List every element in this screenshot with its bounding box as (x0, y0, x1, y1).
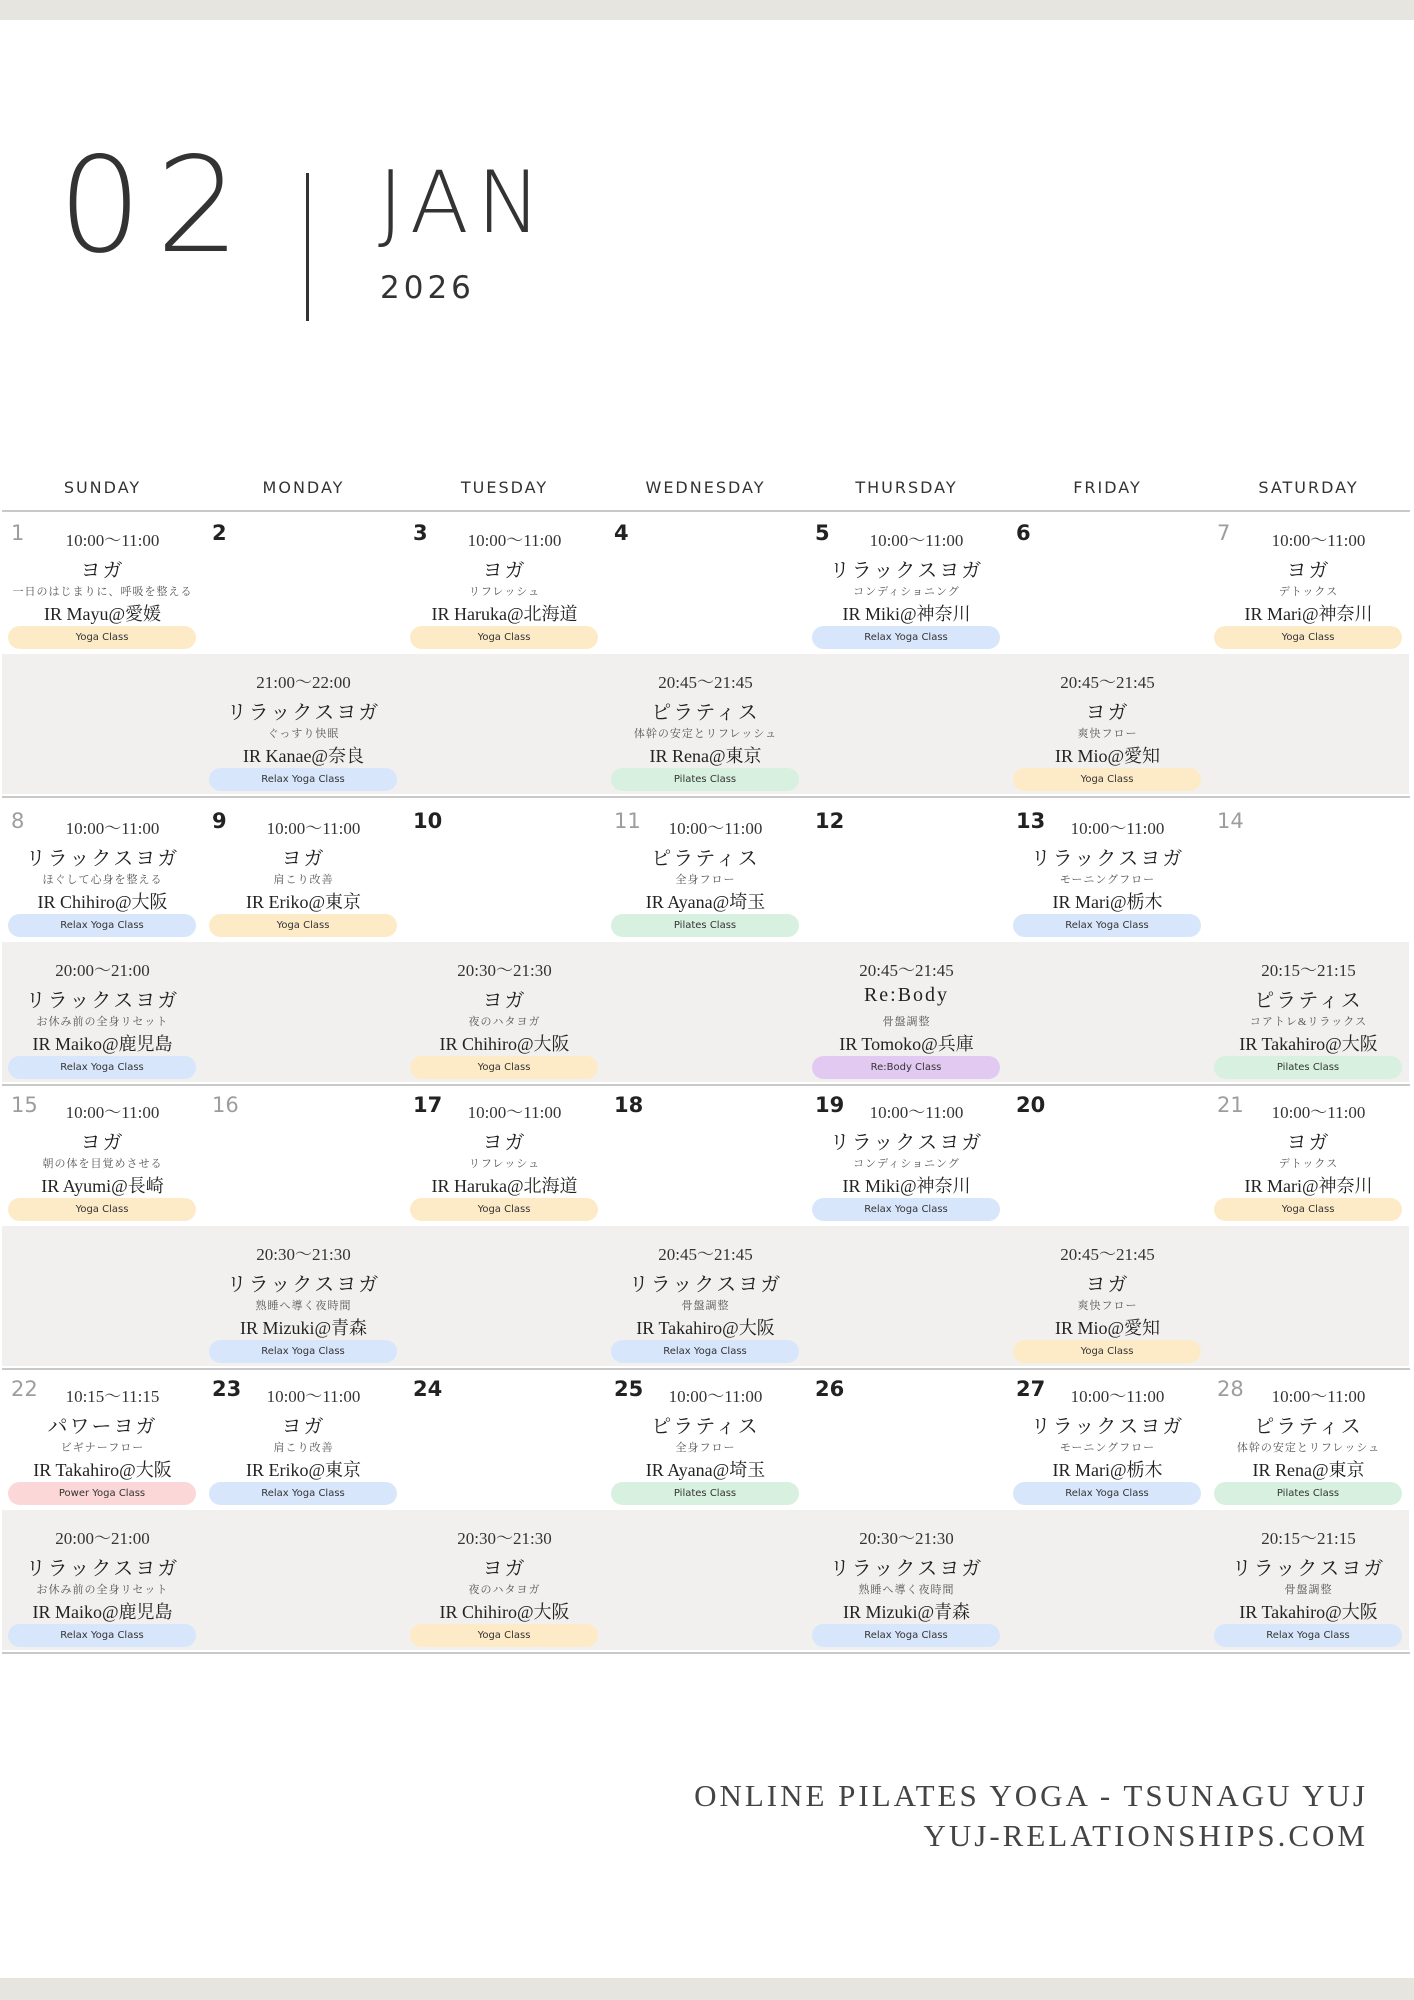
evening-cell (1007, 942, 1208, 1082)
evening-cell (1007, 1510, 1208, 1650)
instructor-name: IR Mizuki@青森 (842, 1602, 971, 1622)
class-name: ヨガ (482, 1558, 527, 1580)
day-number: 22 (11, 1377, 38, 1401)
day-cell (404, 800, 605, 940)
instructor-name: IR Rena@東京 (649, 746, 762, 766)
class-type-tag: Yoga Class (1013, 768, 1201, 791)
class-type-tag: Yoga Class (8, 1198, 196, 1221)
class-subtitle: ほぐして心身を整える (42, 874, 163, 886)
class-type-tag: Relax Yoga Class (8, 914, 196, 937)
class-time: 20:45〜21:45 (1060, 673, 1155, 692)
evening-cell (404, 654, 605, 794)
day-number: 24 (413, 1377, 443, 1401)
class-subtitle: 肩こり改善 (273, 874, 334, 886)
class-name: リラックスヨガ (1030, 1416, 1185, 1438)
day-cell (1007, 800, 1208, 940)
class-type-tag: Relax Yoga Class (812, 1198, 1000, 1221)
day-number: 25 (614, 1377, 644, 1401)
class-name: ヨガ (482, 560, 527, 582)
day-number: 13 (1016, 809, 1046, 833)
class-subtitle: デトックス (1278, 586, 1339, 598)
evening-cell (806, 654, 1007, 794)
weekday-6: SATURDAY (1258, 478, 1359, 497)
evening-cell (605, 1226, 806, 1366)
class-type-tag: Relax Yoga Class (1214, 1624, 1402, 1647)
class-type-tag: Relax Yoga Class (8, 1056, 196, 1079)
day-number: 2 (212, 521, 227, 545)
class-event[interactable] (806, 1510, 1007, 1650)
instructor-name: IR Takahiro@大阪 (636, 1318, 775, 1338)
evening-cell (806, 1510, 1007, 1650)
instructor-name: IR Mayu@愛媛 (43, 604, 162, 624)
class-type-tag: Yoga Class (410, 1198, 598, 1221)
instructor-name: IR Kanae@奈良 (242, 746, 365, 766)
class-event[interactable] (1007, 654, 1208, 794)
class-event[interactable] (2, 800, 203, 940)
class-subtitle: 夜のハタヨガ (468, 1016, 541, 1028)
day-number: 20 (1016, 1093, 1046, 1117)
evening-cell (203, 654, 404, 794)
class-time: 10:00〜11:00 (869, 1103, 964, 1122)
class-name: ヨガ (1085, 702, 1130, 724)
class-event[interactable] (203, 800, 404, 940)
evening-cell (806, 1226, 1007, 1366)
class-name: ヨガ (80, 1132, 125, 1154)
day-number: 19 (815, 1093, 845, 1117)
class-name: ピラティス (651, 702, 760, 724)
day-number: 5 (815, 521, 830, 545)
class-subtitle: 骨盤調整 (882, 1016, 931, 1028)
header-divider (306, 173, 309, 321)
class-time: 10:00〜11:00 (1271, 531, 1366, 550)
class-event[interactable] (2, 1084, 203, 1224)
day-cell (605, 1368, 806, 1508)
instructor-name: IR Mari@栃木 (1052, 892, 1163, 912)
instructor-name: IR Takahiro@大阪 (1239, 1034, 1378, 1054)
class-name: リラックスヨガ (226, 702, 381, 724)
weekday-4: THURSDAY (855, 478, 958, 497)
class-time: 20:45〜21:45 (658, 673, 753, 692)
day-number: 9 (212, 809, 227, 833)
month-name: JAN (378, 153, 550, 253)
instructor-name: IR Ayana@埼玉 (645, 1460, 766, 1480)
class-name: ヨガ (281, 848, 326, 870)
class-time: 10:00〜11:00 (1271, 1103, 1366, 1122)
class-name: パワーヨガ (47, 1416, 158, 1438)
class-event[interactable] (2, 942, 203, 1082)
class-event[interactable] (1208, 1368, 1409, 1508)
class-name: リラックスヨガ (1030, 848, 1185, 870)
day-cell (203, 1084, 404, 1224)
class-type-tag: Pilates Class (611, 914, 799, 937)
weekday-1: MONDAY (262, 478, 345, 497)
day-cell (806, 800, 1007, 940)
weekday-3: WEDNESDAY (645, 478, 766, 497)
evening-cell (605, 1510, 806, 1650)
day-number: 21 (1217, 1093, 1244, 1117)
instructor-name: IR Miki@神奈川 (842, 1176, 971, 1196)
class-subtitle: モーニングフロー (1059, 1442, 1156, 1454)
class-subtitle: ビギナーフロー (60, 1442, 145, 1454)
class-name: リラックスヨガ (25, 1558, 180, 1580)
day-cell (203, 800, 404, 940)
class-time: 10:15〜11:15 (65, 1387, 160, 1406)
day-number: 3 (413, 521, 428, 545)
class-type-tag: Pilates Class (611, 1482, 799, 1505)
weekday-0: SUNDAY (63, 478, 142, 497)
class-type-tag: Yoga Class (1214, 1198, 1402, 1221)
class-time: 10:00〜11:00 (65, 531, 160, 550)
day-number: 12 (815, 809, 845, 833)
month-number: 02 (58, 129, 254, 283)
evening-cell (1208, 942, 1409, 1082)
class-event[interactable] (404, 1510, 605, 1650)
instructor-name: IR Eriko@東京 (245, 892, 362, 912)
class-subtitle: 骨盤調整 (681, 1300, 730, 1312)
day-cell (203, 1368, 404, 1508)
class-name: リラックスヨガ (829, 560, 984, 582)
class-type-tag: Power Yoga Class (8, 1482, 196, 1505)
class-time: 20:30〜21:30 (256, 1245, 351, 1264)
instructor-name: IR Mizuki@青森 (239, 1318, 368, 1338)
class-name: ピラティス (1254, 990, 1363, 1012)
class-subtitle: 体幹の安定とリフレッシュ (1236, 1442, 1381, 1454)
class-event[interactable] (1007, 1226, 1208, 1366)
class-subtitle: ぐっすり快眠 (267, 728, 340, 740)
day-number: 1 (11, 521, 25, 545)
class-time: 20:15〜21:15 (1261, 961, 1356, 980)
class-name: ヨガ (1085, 1274, 1130, 1296)
class-name: リラックスヨガ (25, 990, 180, 1012)
class-subtitle: 全身フロー (675, 1442, 736, 1454)
day-number: 18 (614, 1093, 644, 1117)
day-number: 26 (815, 1377, 845, 1401)
class-time: 10:00〜11:00 (467, 531, 562, 550)
evening-cell (605, 942, 806, 1082)
class-time: 21:00〜22:00 (256, 673, 351, 692)
evening-cell (1208, 1510, 1409, 1650)
class-type-tag: Pilates Class (611, 768, 799, 791)
day-number: 14 (1217, 809, 1244, 833)
class-type-tag: Relax Yoga Class (8, 1624, 196, 1647)
class-type-tag: Yoga Class (410, 1056, 598, 1079)
instructor-name: IR Ayumi@長崎 (41, 1176, 164, 1196)
class-type-tag: Relax Yoga Class (1013, 1482, 1201, 1505)
evening-cell (203, 1510, 404, 1650)
class-subtitle: 全身フロー (675, 874, 736, 886)
class-event[interactable] (2, 1368, 203, 1508)
instructor-name: IR Mari@栃木 (1052, 1460, 1163, 1480)
instructor-name: IR Maiko@鹿児島 (32, 1602, 173, 1622)
class-type-tag: Relax Yoga Class (812, 626, 1000, 649)
evening-cell (404, 1226, 605, 1366)
instructor-name: IR Takahiro@大阪 (33, 1460, 172, 1480)
evening-cell (404, 942, 605, 1082)
day-number: 16 (212, 1093, 239, 1117)
class-event[interactable] (203, 1226, 404, 1366)
class-time: 20:45〜21:45 (1060, 1245, 1155, 1264)
day-cell (1208, 1368, 1409, 1508)
class-type-tag: Yoga Class (410, 1624, 598, 1647)
class-subtitle: コンディショニング (853, 586, 960, 598)
grid-line (2, 796, 1410, 798)
instructor-name: IR Haruka@北海道 (431, 1176, 578, 1196)
day-number: 15 (11, 1093, 38, 1117)
evening-cell (605, 654, 806, 794)
class-event[interactable] (605, 1368, 806, 1508)
class-time: 10:00〜11:00 (467, 1103, 562, 1122)
class-subtitle: 体幹の安定とリフレッシュ (633, 728, 778, 740)
class-event[interactable] (203, 654, 404, 794)
class-type-tag: Yoga Class (8, 626, 196, 649)
day-number: 17 (413, 1093, 443, 1117)
class-subtitle: コンディショニング (853, 1158, 960, 1170)
day-number: 28 (1217, 1377, 1244, 1401)
class-name: ピラティス (651, 1416, 760, 1438)
day-cell (2, 1368, 203, 1508)
class-name: ピラティス (651, 848, 760, 870)
class-type-tag: Yoga Class (410, 626, 598, 649)
day-cell (806, 512, 1007, 652)
class-type-tag: Relax Yoga Class (209, 1482, 397, 1505)
class-name: ピラティス (1254, 1416, 1363, 1438)
class-event[interactable] (605, 800, 806, 940)
class-event[interactable] (806, 942, 1007, 1082)
class-event[interactable] (404, 1084, 605, 1224)
day-number: 11 (614, 809, 641, 833)
evening-cell (2, 942, 203, 1082)
class-name: リラックスヨガ (829, 1132, 984, 1154)
class-time: 10:00〜11:00 (668, 819, 763, 838)
class-event[interactable] (605, 654, 806, 794)
day-cell (605, 800, 806, 940)
class-time: 20:30〜21:30 (859, 1529, 954, 1548)
evening-cell (2, 1226, 203, 1366)
footer-brand: ONLINE PILATES YOGA - TSUNAGU YUJ (694, 1778, 1368, 1813)
day-number: 6 (1016, 521, 1031, 545)
class-type-tag: Relax Yoga Class (812, 1624, 1000, 1647)
class-event[interactable] (2, 512, 203, 652)
day-cell (404, 1368, 605, 1508)
class-subtitle: 爽快フロー (1077, 1300, 1138, 1312)
class-name: リラックスヨガ (226, 1274, 381, 1296)
day-number: 23 (212, 1377, 242, 1401)
instructor-name: IR Mio@愛知 (1054, 1318, 1161, 1338)
instructor-name: IR Mari@神奈川 (1244, 1176, 1373, 1196)
top-band (0, 0, 1414, 20)
class-subtitle: デトックス (1278, 1158, 1339, 1170)
class-subtitle: モーニングフロー (1059, 874, 1156, 886)
evening-cell (2, 654, 203, 794)
class-subtitle: 熟睡へ導く夜時間 (255, 1300, 352, 1312)
class-time: 10:00〜11:00 (65, 1103, 160, 1122)
instructor-name: IR Ayana@埼玉 (645, 892, 766, 912)
class-event[interactable] (806, 1084, 1007, 1224)
class-subtitle: 骨盤調整 (1284, 1584, 1333, 1596)
instructor-name: IR Mio@愛知 (1054, 746, 1161, 766)
instructor-name: IR Miki@神奈川 (842, 604, 971, 624)
evening-cell (1007, 1226, 1208, 1366)
day-cell (203, 512, 404, 652)
class-name: ヨガ (281, 1416, 326, 1438)
day-number: 4 (614, 521, 629, 545)
class-event[interactable] (1208, 1510, 1409, 1650)
class-event[interactable] (404, 512, 605, 652)
year: 2026 (380, 270, 475, 306)
day-cell (806, 1084, 1007, 1224)
class-name: リラックスヨガ (1231, 1558, 1386, 1580)
class-type-tag: Yoga Class (1013, 1340, 1201, 1363)
class-type-tag: Pilates Class (1214, 1482, 1402, 1505)
class-event[interactable] (1208, 942, 1409, 1082)
instructor-name: IR Chihiro@大阪 (37, 892, 168, 912)
instructor-name: IR Eriko@東京 (245, 1460, 362, 1480)
day-cell (404, 512, 605, 652)
class-time: 20:15〜21:15 (1261, 1529, 1356, 1548)
weekday-5: FRIDAY (1073, 478, 1142, 497)
class-event[interactable] (605, 1226, 806, 1366)
instructor-name: IR Mari@神奈川 (1244, 604, 1373, 624)
class-subtitle: 朝の体を目覚めさせる (42, 1158, 163, 1170)
class-time: 10:00〜11:00 (266, 1387, 361, 1406)
evening-cell (1208, 654, 1409, 794)
class-subtitle: 夜のハタヨガ (468, 1584, 541, 1596)
class-time: 10:00〜11:00 (1070, 1387, 1165, 1406)
class-event[interactable] (1208, 1084, 1409, 1224)
evening-cell (806, 942, 1007, 1082)
class-type-tag: Re:Body Class (812, 1056, 1000, 1079)
day-number: 7 (1217, 521, 1231, 545)
class-event[interactable] (1007, 800, 1208, 940)
day-cell (1208, 800, 1409, 940)
evening-cell (203, 942, 404, 1082)
class-time: 10:00〜11:00 (869, 531, 964, 550)
class-time: 20:45〜21:45 (658, 1245, 753, 1264)
footer-website[interactable]: YUJ-RELATIONSHIPS.COM (923, 1818, 1368, 1853)
class-time: 20:00〜21:00 (55, 961, 150, 980)
class-event[interactable] (1007, 1368, 1208, 1508)
day-number: 10 (413, 809, 443, 833)
day-cell (1007, 1084, 1208, 1224)
class-time: 10:00〜11:00 (1271, 1387, 1366, 1406)
day-cell (1007, 512, 1208, 652)
class-name: ヨガ (1286, 560, 1331, 582)
class-name: ヨガ (482, 1132, 527, 1154)
instructor-name: IR Chihiro@大阪 (439, 1602, 570, 1622)
bottom-band (0, 1978, 1414, 2000)
day-cell (806, 1368, 1007, 1508)
day-cell (404, 1084, 605, 1224)
class-name: ヨガ (80, 560, 125, 582)
evening-cell (404, 1510, 605, 1650)
class-event[interactable] (404, 942, 605, 1082)
class-subtitle: コアトレ&リラックス (1249, 1016, 1368, 1028)
class-subtitle: 爽快フロー (1077, 728, 1138, 740)
class-time: 10:00〜11:00 (65, 819, 160, 838)
day-cell (2, 512, 203, 652)
class-subtitle: 一日のはじまりに、呼吸を整える (12, 586, 193, 598)
class-time: 10:00〜11:00 (266, 819, 361, 838)
class-type-tag: Yoga Class (1214, 626, 1402, 649)
class-event[interactable] (806, 512, 1007, 652)
day-cell (2, 1084, 203, 1224)
class-type-tag: Relax Yoga Class (1013, 914, 1201, 937)
class-name: リラックスヨガ (628, 1274, 783, 1296)
class-name: ヨガ (1286, 1132, 1331, 1154)
day-cell (1208, 1084, 1409, 1224)
class-event[interactable] (1208, 512, 1409, 652)
day-cell (1208, 512, 1409, 652)
class-time: 20:30〜21:30 (457, 961, 552, 980)
class-subtitle: リフレッシュ (468, 586, 541, 598)
class-subtitle: 熟睡へ導く夜時間 (858, 1584, 955, 1596)
class-type-tag: Pilates Class (1214, 1056, 1402, 1079)
weekday-2: TUESDAY (460, 478, 549, 497)
class-type-tag: Yoga Class (209, 914, 397, 937)
day-cell (605, 512, 806, 652)
class-name: リラックスヨガ (829, 1558, 984, 1580)
class-name: Re:Body (863, 984, 950, 1006)
class-subtitle: お休み前の全身リセット (36, 1584, 169, 1596)
class-time: 20:30〜21:30 (457, 1529, 552, 1548)
class-time: 20:45〜21:45 (859, 961, 954, 980)
instructor-name: IR Maiko@鹿児島 (32, 1034, 173, 1054)
class-subtitle: リフレッシュ (468, 1158, 541, 1170)
instructor-name: IR Chihiro@大阪 (439, 1034, 570, 1054)
class-time: 10:00〜11:00 (668, 1387, 763, 1406)
day-cell (1007, 1368, 1208, 1508)
instructor-name: IR Takahiro@大阪 (1239, 1602, 1378, 1622)
grid-line (2, 1652, 1410, 1654)
instructor-name: IR Tomoko@兵庫 (839, 1034, 974, 1054)
day-cell (2, 800, 203, 940)
day-number: 27 (1016, 1377, 1046, 1401)
class-event[interactable] (2, 1510, 203, 1650)
class-type-tag: Relax Yoga Class (611, 1340, 799, 1363)
instructor-name: IR Haruka@北海道 (431, 604, 578, 624)
day-number: 8 (11, 809, 25, 833)
class-subtitle: 肩こり改善 (273, 1442, 334, 1454)
instructor-name: IR Rena@東京 (1252, 1460, 1365, 1480)
evening-cell (203, 1226, 404, 1366)
class-type-tag: Relax Yoga Class (209, 1340, 397, 1363)
class-name: ヨガ (482, 990, 527, 1012)
day-cell (605, 1084, 806, 1224)
evening-cell (1007, 654, 1208, 794)
class-subtitle: お休み前の全身リセット (36, 1016, 169, 1028)
class-type-tag: Relax Yoga Class (209, 768, 397, 791)
class-name: リラックスヨガ (25, 848, 180, 870)
evening-cell (1208, 1226, 1409, 1366)
evening-cell (2, 1510, 203, 1650)
class-event[interactable] (203, 1368, 404, 1508)
class-time: 10:00〜11:00 (1070, 819, 1165, 838)
class-time: 20:00〜21:00 (55, 1529, 150, 1548)
